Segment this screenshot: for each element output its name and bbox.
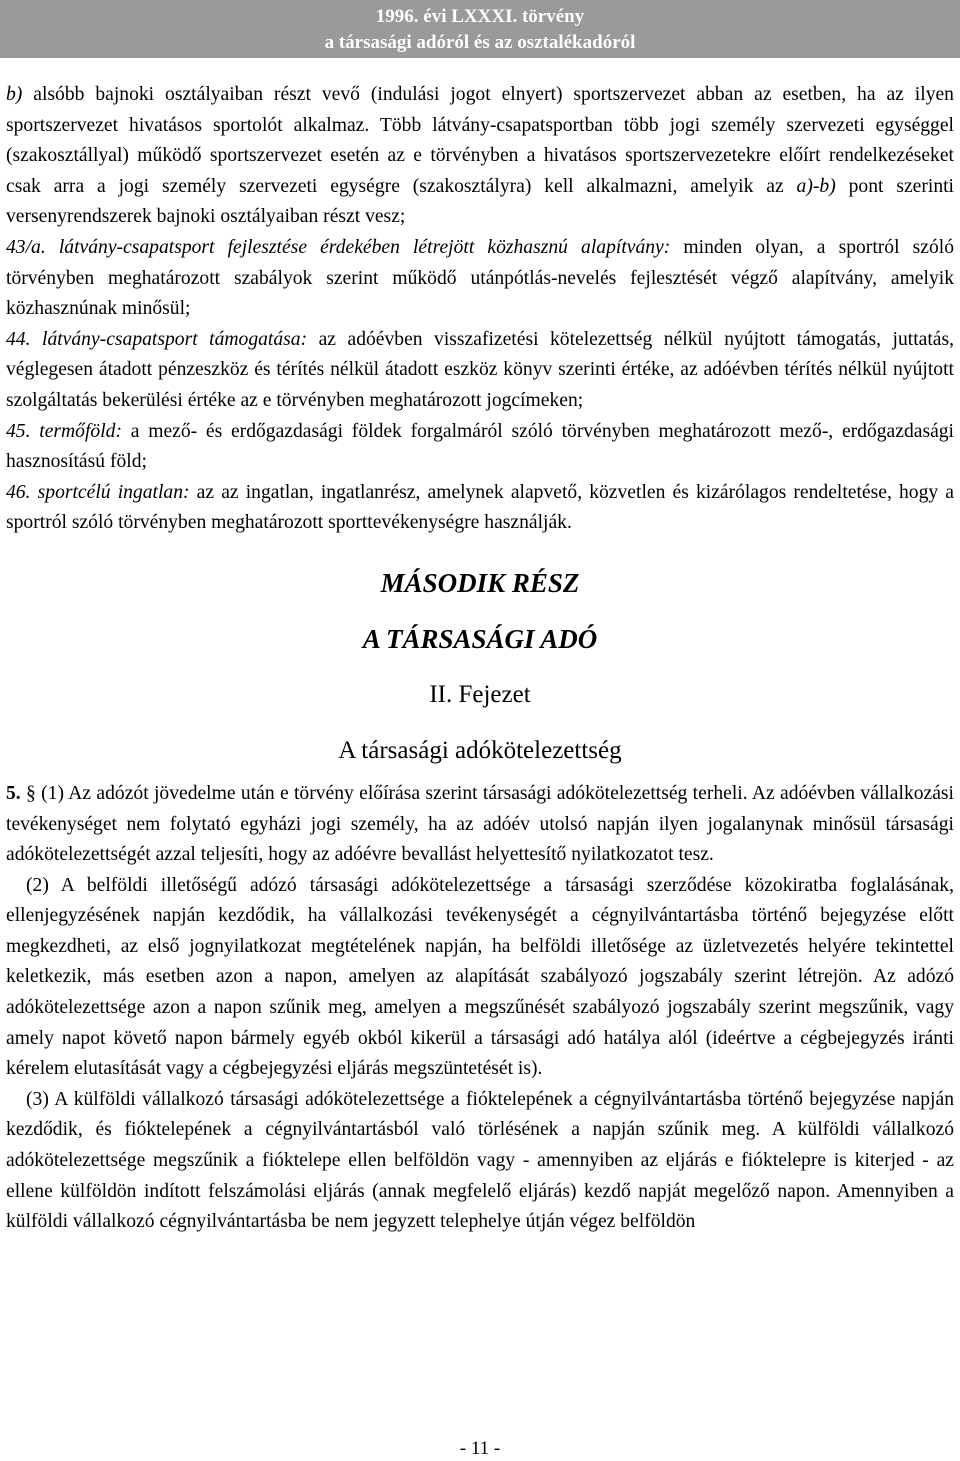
chapter-title-heading: A társasági adókötelezettség [338,736,622,764]
definition-number: 43/a. [6,236,46,258]
section-text: (1) Az adózót jövedelme után e törvény előírása szerint társasági adókötelezettség terheli. Az adóévben vállalkozási tevékenységet nem folytató egyházi jogi személy, ha az adóév utolsó napján ilyen jogalanynak minősül társasági adókötelezettségét azzal teljesíti, hogy az adóévre bevallást helyettesítő nyilatkozatot tesz. [6,782,954,866]
definition-46 [6,478,954,539]
paragraph-b-tail: pont szerinti versenyrendszerek bajnoki osztályaiban részt vesz; [6,175,955,228]
section-number: 5. [6,782,21,804]
section-5-paragraph-3: (3) A külföldi vállalkozó társasági adókötelezettsége a fióktelepének a cégnyilvántartásba történő bejegyzése napján kezdődik, és fióktelepének a cégnyilvántartásból való törlésének a napján szűnik meg. A külföldi vállalkozó adókötelezettsége megszűnik a fióktelepe ellen belföldön vagy - amennyiben az eljárás e fióktelepre is kiterjed - az ellene külföldön indított felszámolási eljárás (annak megfelelő eljárás) kezdő napját megelőző napon. Amennyiben a külföldi vállalkozó cégnyilvántartásba be nem jegyzett telephelye útján végez belföldön [6,1088,954,1233]
definition-number: 45. [6,420,31,442]
definition-number: 46. [6,481,31,503]
definition-45 [6,417,954,478]
item-ref-a-b: a)-b) [796,175,836,197]
definition-44 [6,325,954,417]
section-5-paragraph-1 [6,779,954,871]
definition-term: látvány-csapatsport fejlesztése érdekében létrejött közhasznú alapítvány: [58,236,671,258]
definition-term: látvány-csapatsport támogatása: [42,328,308,350]
section-5-paragraph-2: (2) A belföldi illetőségű adózó társasági adókötelezettsége a társasági szerződése közokiratba foglalásának, ellenjegyzésének napján kezdődik, ha vállalkozási tevékenységét a cégnyilvántartásba történő bejegyzése előtt megkezdheti, az első jognyilatkozat megtételének napján, ha belföldi illetősége az üzletvezetés helyére tekintettel keletkezik, más esetben azon a napon, amelyen az alapítását szabályozó jogszabály szerint létrejön. Az adózó adókötelezettsége azon a napon szűnik meg, amelyen a megszűnését szabályozó jogszabály szerint megszűnik, vagy amely napot követő napon bármely egyéb okból kikerül a társasági adó hatálya alól (ideértve a cégbejegyzés iránti kérelem elutasítását vagy a cégbejegyzési eljárás megszüntetését is). [6,874,954,1080]
paragraph-b-text: alsóbb bajnoki osztályaiban részt vevő (indulási jogot elnyert) sportszervezet abban az esetben, ha az ilyen sportszervezet hivatásos sportolót alkalmaz. Több látvány-csapatsportban több jogi személy szervezeti egységgel (szakosztállyal) működő sportszervezet esetén az e törvényben a hivatásos sportszervezetekre előírt rendelkezéseket csak arra a jogi személy szervezeti egységre (szakosztályra) kell alkalmazni, amelyik az [6,84,954,197]
definition-term: termőföld: [39,420,122,442]
header-law-title: 1996. évi LXXXI. törvény [375,6,585,27]
definition-term: sportcélú ingatlan: [37,481,190,503]
page-number: - 11 - [459,1438,501,1459]
section-sign: § [26,782,36,804]
running-header [0,0,960,58]
definition-text: minden olyan, a sportról szóló törvényben meghatározott szabályok szerint működő utánpótlás-nevelés fejlesztését végző alapítvány, amelyik közhasznúnak minősül; [6,236,954,320]
definition-text: a mező- és erdőgazdasági földek forgalmáról szóló törvényben meghatározott mező-, erdőgazdasági hasznosítású föld; [6,420,955,473]
part-heading: MÁSODIK RÉSZ [380,567,580,598]
item-label-b: b) [6,84,23,105]
chapter-heading: II. Fejezet [429,680,531,708]
definition-number: 44. [6,328,31,350]
paragraph-b [6,80,954,233]
definition-text: az az ingatlan, ingatlanrész, amelynek alapvető, közvetlen és kizárólagos rendeltetése, hogy a sportról szóló törvényben meghatározott sporttevékenységre használják. [6,481,954,534]
definition-text: az adóévben visszafizetési kötelezettség nélkül nyújtott támogatás, juttatás, véglegesen átadott pénzeszköz és térítés nélkül átadott eszköz könyv szerinti értéke, az adóévben térítés nélkül nyújtott szolgáltatás bekerülési értéke az e törvényben meghatározott jogcímeken; [6,328,955,411]
definition-43a [6,233,954,325]
header-law-subtitle: a társasági adóról és az osztalékadóról [324,32,636,53]
document-body [6,80,954,1238]
title-heading: A TÁRSASÁGI ADÓ [362,623,598,654]
